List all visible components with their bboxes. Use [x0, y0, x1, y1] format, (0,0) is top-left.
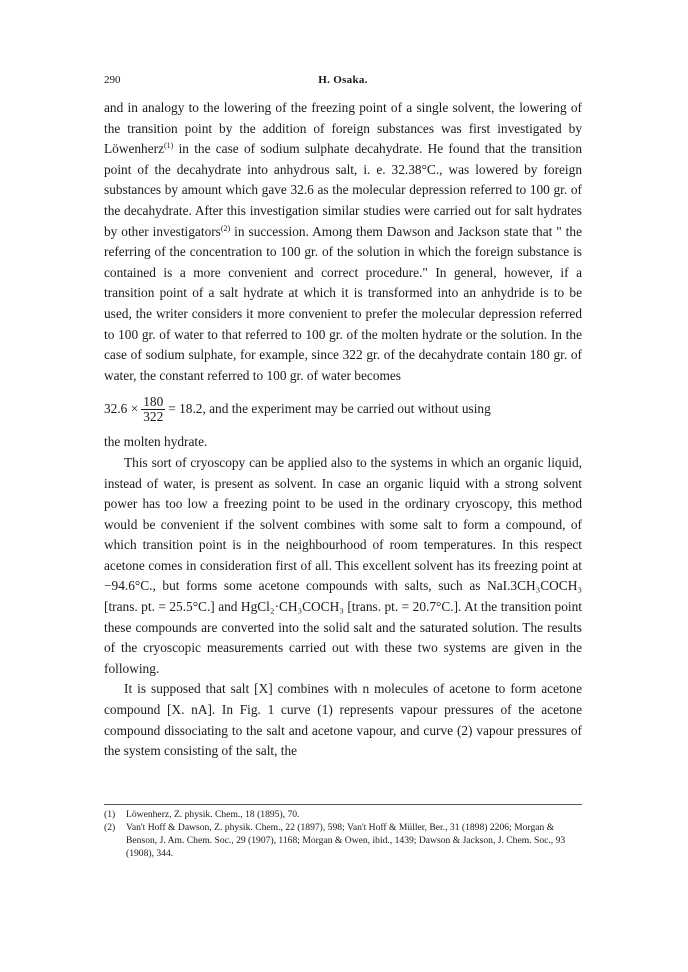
footnote-1: [104, 808, 582, 821]
footnotes: [104, 808, 582, 860]
paragraph-1-end: the molten hydrate.: [104, 434, 208, 450]
paragraph-2: This sort of cryoscopy can be applied also to the systems in which an organic liquid, instead of water, is present as solvent. In case an organic liquid with a strong solvent power has too low a freezing point to be used in the ordinary cryoscopy, this method would be convenient if the solvent combines with some salt to form a compound, of which transition point is in the neighbourhood of room temperatures. In this respect acetone comes in consideration first of all. This excellent solvent has its freezing point at −94.6°C., but forms some acetone compounds with salts, such as NaI.3CH₃COCH₃ [trans. pt. = 25.5°C.] and HgCl₂·CH₃COCH₃ [trans. pt. = 20.7°C.]. At the transition point these compounds are converted into the solid salt and the saturated solution. The results of the cryoscopic measurements carried out with these two systems are given in the following.: [104, 454, 582, 676]
paragraph-1: [104, 98, 582, 386]
equation-tail: = 18.2, and the experiment may be carried out without using: [168, 401, 491, 417]
paragraph-3: It is supposed that salt [X] combines with n molecules of acetone to form acetone compound [X. nA]. In Fig. 1 curve (1) represents vapour pressures of the acetone compound dissociating to the salt and acetone vapour, and curve (2) vapour pressures of the system consisting of the salt, the: [104, 681, 582, 759]
paragraph-1-part-c: in succession. Among them Dawson and Jackson state that " the referring of the concentration to 100 gr. of the solution in which the foreign substance is contained is a more convenient and correct procedure." In general, however, if a transition point of a salt hydrate at which it is transformed into an anhydride is to be used, the writer considers it more convenient to prefer the molecular depression referred to 100 gr. of water to that referred to 100 gr. of the molten hydrate or the solution. In the case of sodium sulphate, for example, since 322 gr. of the decahydrate contain 180 gr. of water, the constant referred to 100 gr. of water becomes: [104, 223, 582, 383]
footnote-ref-2: (2): [220, 223, 231, 233]
footnote-2: [104, 821, 582, 860]
footnote-ref-1: (1): [164, 141, 174, 151]
footnote-2-text: Van't Hoff & Dawson, Z. physik. Chem., 22 (1897), 598; Van't Hoff & Müller, Ber., 31 (1898) 2206; Morgan & Benson, J. Am. Chem. Soc., 29 (1907), 1168; Morgan & Owen, ibid., 1439; Dawson & Jackson, J. Chem. Soc., 93 (1908), 344.: [126, 822, 566, 859]
paragraph-1-part-b: in the case of sodium sulphate decahydrate. He found that the transition point of the decahydrate into anhydrous salt, i. e. 32.38°C., was lowered by foreign substances by amount which gave 32.6 as the molecular depression referred to 100 gr. of the decahydrate. After this investigation similar studies were carried out for salt hydrates by other investigators: [104, 141, 582, 239]
paragraph-1-part-a: and in analogy to the lowering of the freezing point of a single solvent, the lowering of the transition point by the addition of foreign substances was first investigated by Löwenherz: [104, 100, 582, 157]
page-number: 290: [104, 74, 121, 86]
footnote-1-text: Löwenherz, Z. physik. Chem., 18 (1895), 70.: [126, 809, 300, 820]
fraction-numerator: 180: [143, 393, 164, 409]
page-header: [104, 74, 582, 92]
footnote-1-mark: (1): [104, 809, 116, 820]
equation-lead: 32.6 ×: [104, 401, 139, 417]
footnote-divider: [104, 804, 582, 805]
equation-line: [104, 387, 582, 431]
running-head: H. Osaka.: [318, 74, 368, 86]
equation-fraction: [141, 395, 165, 424]
footnote-2-mark: (2): [104, 822, 116, 833]
fraction-denominator: 322: [143, 408, 164, 424]
body-text: [104, 98, 582, 762]
